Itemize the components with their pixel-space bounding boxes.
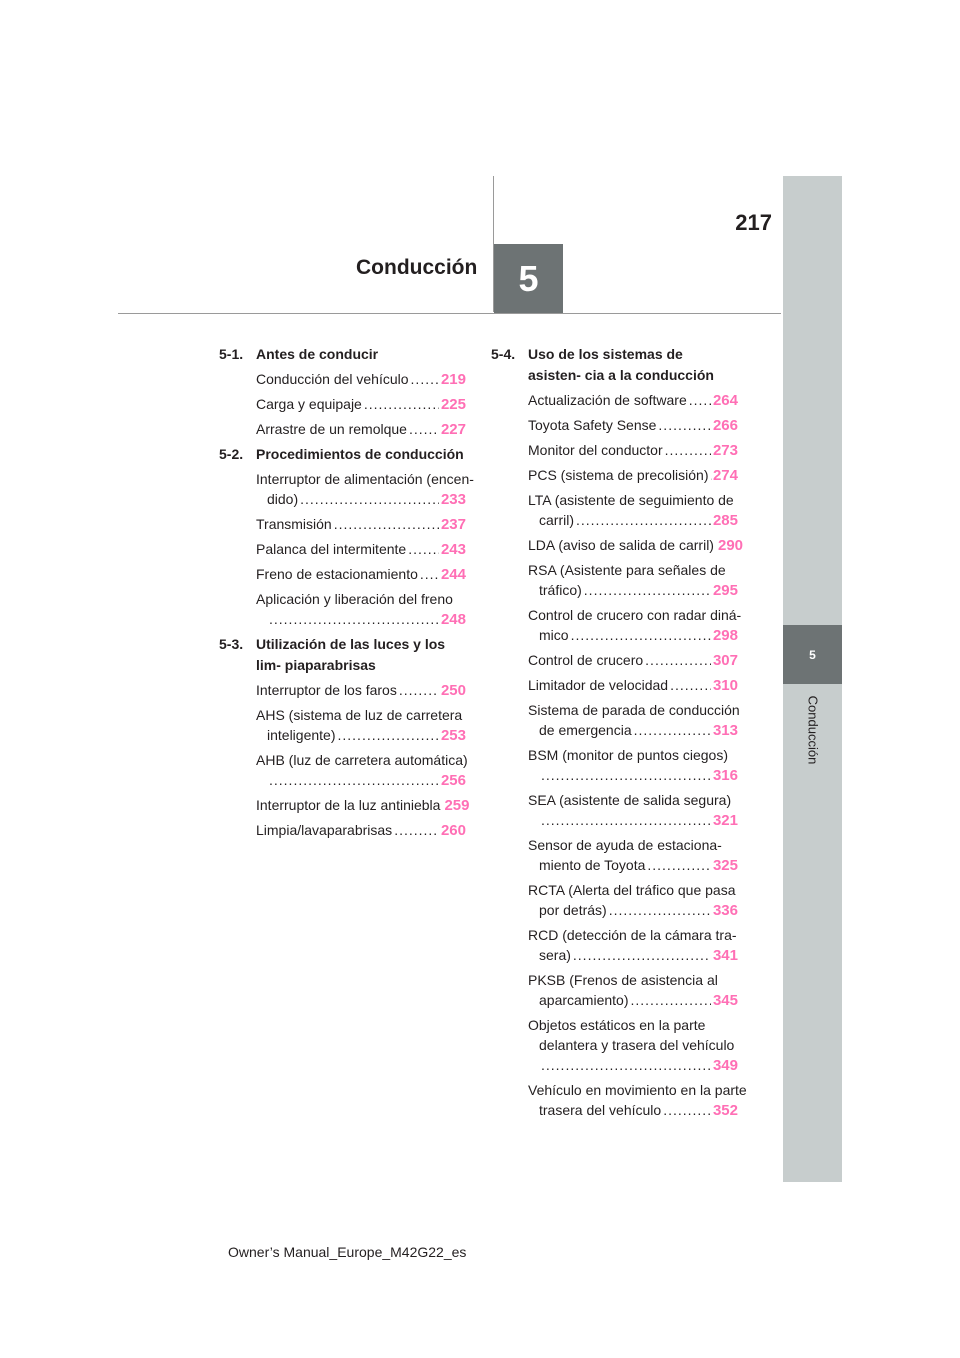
toc-leader-dots: [645, 650, 711, 670]
toc-section-heading: [219, 634, 466, 676]
toc-page-link[interactable]: 336: [712, 902, 738, 919]
toc-entry-text: Transmisión: [256, 516, 332, 532]
toc-entry-text: AHB (luz de carretera automática): [256, 752, 468, 768]
toc-entry-text: tráfico): [539, 582, 582, 598]
toc-entry-text: mico: [539, 627, 569, 643]
toc-entry[interactable]: [491, 700, 738, 741]
toc-section: [491, 344, 747, 1121]
toc-page-link[interactable]: 352: [712, 1102, 738, 1119]
chapter-number-box: 5: [494, 244, 563, 313]
toc-section-title: Procedimientos de conducción: [256, 446, 464, 462]
toc-leader-dots: [584, 580, 711, 600]
toc-page-link[interactable]: 310: [712, 677, 738, 694]
toc-entry-text: Monitor del conductor: [528, 442, 663, 458]
toc-entry-text: Limitador de velocidad: [528, 677, 669, 693]
toc-entry-text: delantera y trasera del vehículo: [539, 1037, 735, 1053]
toc-entry[interactable]: [491, 675, 738, 696]
toc-page-link[interactable]: 243: [440, 541, 466, 558]
toc-entry-text: Sistema de parada de conducción: [528, 702, 740, 718]
toc-entry-text: RCD (detección de la cámara tra-: [528, 927, 737, 943]
toc-page-link[interactable]: 225: [440, 396, 466, 413]
header-divider-horizontal: [118, 313, 781, 314]
toc-entry[interactable]: [491, 390, 738, 411]
toc-page-link[interactable]: 290: [717, 537, 744, 554]
toc-entry-text: Interruptor de los faros: [256, 682, 397, 698]
toc-section-heading: [491, 344, 738, 386]
toc-leader-dots: [665, 440, 711, 460]
toc-entry-text: Sensor de ayuda de estaciona-: [528, 837, 722, 853]
footer-text: Owner’s Manual_Europe_M42G22_es: [228, 1244, 467, 1260]
toc-page-link[interactable]: 264: [712, 392, 738, 409]
page-number: 217: [735, 210, 772, 235]
toc-entry[interactable]: [219, 564, 466, 585]
toc-entry[interactable]: [219, 589, 466, 630]
toc-entry-text: carril): [539, 512, 574, 528]
toc-section-number: 5-2.: [219, 446, 244, 462]
toc-page-link[interactable]: 313: [712, 722, 738, 739]
toc-page-link[interactable]: 250: [440, 682, 466, 699]
toc-entry[interactable]: [219, 750, 466, 791]
toc-page-link[interactable]: 274: [712, 467, 738, 484]
toc-entry-text: PCS (sistema de precolisión): [528, 467, 709, 483]
toc-leader-dots: [541, 765, 711, 785]
toc-entry[interactable]: [491, 1015, 738, 1076]
toc-entry-text: Objetos estáticos en la parte: [528, 1017, 706, 1033]
toc-page-link[interactable]: 307: [712, 652, 738, 669]
toc-leader-dots: [269, 770, 439, 790]
toc-page-link[interactable]: 219: [440, 371, 466, 388]
toc-entry[interactable]: [219, 539, 466, 560]
toc-entry-text: Vehículo en movimiento en la parte: [528, 1082, 747, 1098]
toc-entry-text: Carga y equipaje: [256, 396, 362, 412]
toc-entry[interactable]: [491, 440, 738, 461]
toc-column-right: [491, 344, 747, 1121]
toc-entry[interactable]: [491, 790, 738, 831]
toc-entry-text: AHS (sistema de luz de carretera: [256, 707, 463, 723]
toc-page-link[interactable]: 248: [440, 611, 466, 628]
toc-page-link[interactable]: 227: [440, 421, 466, 438]
toc-column-left: [219, 344, 474, 841]
side-tab-label: Conducción: [805, 695, 821, 765]
toc-page-link[interactable]: 253: [440, 727, 466, 744]
toc-section-number: 5-1.: [219, 346, 244, 362]
toc-entry-text: por detrás): [539, 902, 607, 918]
toc-entry[interactable]: [219, 469, 474, 510]
toc-entry-text: SEA (asistente de salida segura): [528, 792, 732, 808]
toc-entry-text: Conducción del vehículo: [256, 371, 409, 387]
toc-leader-dots: [634, 720, 711, 740]
toc-leader-dots: [631, 990, 711, 1010]
toc-leader-dots: [364, 394, 439, 414]
toc-leader-dots: [670, 675, 711, 695]
toc-leader-dots: [576, 510, 711, 530]
toc-entry[interactable]: [491, 970, 738, 1011]
toc-leader-dots: [663, 1100, 711, 1120]
toc-entry-text: Actualización de software: [528, 392, 687, 408]
toc-entry[interactable]: [219, 369, 466, 390]
toc-entry[interactable]: [491, 560, 738, 601]
toc-leader-dots: [420, 564, 439, 584]
toc-page-link[interactable]: 316: [712, 767, 738, 784]
toc-entry[interactable]: [491, 650, 738, 671]
toc-leader-dots: [300, 489, 439, 509]
toc-entry[interactable]: [491, 465, 738, 486]
toc-page-link[interactable]: 325: [712, 857, 738, 874]
toc-leader-dots: [409, 419, 439, 439]
toc-page-link[interactable]: 244: [440, 566, 466, 583]
toc-page-link[interactable]: 298: [712, 627, 738, 644]
toc-entry[interactable]: [219, 705, 466, 746]
toc-entry-text: inteligente): [267, 727, 336, 743]
toc-section: [219, 344, 466, 440]
toc-leader-dots: [394, 820, 439, 840]
toc-leader-dots: [338, 725, 439, 745]
toc-leader-dots: [411, 369, 439, 389]
toc-section: [219, 444, 474, 630]
toc-section-title: Antes de conducir: [256, 346, 379, 362]
toc-entry[interactable]: [491, 605, 742, 646]
toc-entry[interactable]: [219, 394, 466, 415]
toc-section-heading: [219, 344, 466, 365]
chapter-title: Conducción: [356, 256, 478, 279]
toc-entry-text: RSA (Asistente para señales de: [528, 562, 726, 578]
toc-page-link[interactable]: 285: [712, 512, 738, 529]
toc-page-link[interactable]: 349: [712, 1057, 738, 1074]
toc-section-heading: [219, 444, 466, 465]
toc-entry-text: PKSB (Frenos de asistencia al: [528, 972, 718, 988]
toc-entry-text: miento de Toyota: [539, 857, 646, 873]
toc-entry[interactable]: [491, 415, 738, 436]
toc-leader-dots: [541, 810, 711, 830]
toc-entry-text: Palanca del intermitente: [256, 541, 407, 557]
toc-leader-dots: [269, 609, 439, 629]
toc-entry-text: Control de crucero con radar diná-: [528, 607, 742, 623]
toc-entry[interactable]: [491, 490, 738, 531]
toc-section: [219, 634, 470, 841]
toc-entry-text: RCTA (Alerta del tráfico que pasa: [528, 882, 736, 898]
toc-page-link[interactable]: 321: [712, 812, 738, 829]
toc-section-title: Utilización de las luces y los lim- piaparabrisas: [256, 636, 446, 673]
toc-section-title: Uso de los sistemas de asisten- cia a la conducción: [528, 346, 714, 383]
toc-entry-text: Freno de estacionamiento: [256, 566, 418, 582]
toc-entry-text: de emergencia: [539, 722, 632, 738]
side-tab-number[interactable]: 5: [783, 625, 842, 684]
toc-entry-text: Interruptor de la luz antiniebla: [256, 797, 441, 813]
toc-page-link[interactable]: 237: [440, 516, 466, 533]
toc-leader-dots: [647, 855, 711, 875]
toc-entry[interactable]: [219, 419, 466, 440]
toc-page-link[interactable]: 256: [440, 772, 466, 789]
toc-leader-dots: [408, 539, 439, 559]
toc-leader-dots: [573, 945, 711, 965]
toc-leader-dots: [609, 900, 711, 920]
toc-leader-dots: [541, 1055, 711, 1075]
toc-leader-dots: [399, 680, 439, 700]
toc-entry-text: dido): [267, 491, 299, 507]
toc-entry-text: BSM (monitor de puntos ciegos): [528, 747, 728, 763]
toc-entry-text: Toyota Safety Sense: [528, 417, 657, 433]
toc-leader-dots: [689, 390, 711, 410]
toc-entry-text: Limpia/lavaparabrisas: [256, 822, 393, 838]
toc-page-link[interactable]: 266: [712, 417, 738, 434]
toc-page-link[interactable]: 259: [444, 797, 470, 814]
toc-entry[interactable]: [219, 514, 466, 535]
toc-page-link[interactable]: 273: [712, 442, 738, 459]
toc-page-link[interactable]: 233: [440, 491, 466, 508]
toc-entry[interactable]: [491, 880, 738, 921]
toc-entry[interactable]: [219, 680, 466, 701]
toc-entry-text: trasera del vehículo: [539, 1102, 662, 1118]
toc-entry[interactable]: [491, 1080, 747, 1121]
toc-section-number: 5-3.: [219, 636, 244, 652]
toc-leader-dots: [334, 514, 439, 534]
toc-page-link[interactable]: 260: [440, 822, 466, 839]
toc-entry[interactable]: [491, 745, 738, 786]
toc-page-link[interactable]: 295: [712, 582, 738, 599]
toc-page-link[interactable]: 345: [712, 992, 738, 1009]
toc-entry[interactable]: [219, 795, 470, 816]
toc-entry-text: sera): [539, 947, 571, 963]
toc-entry-text: Arrastre de un remolque: [256, 421, 407, 437]
toc-page-link[interactable]: 341: [712, 947, 738, 964]
toc-entry-text: LTA (asistente de seguimiento de: [528, 492, 734, 508]
toc-entry-text: Interruptor de alimentación (encen-: [256, 471, 474, 487]
toc-entry[interactable]: [491, 535, 744, 556]
toc-entry-text: LDA (aviso de salida de carril): [528, 537, 714, 553]
toc-entry-text: Control de crucero: [528, 652, 644, 668]
toc-entry[interactable]: [491, 925, 738, 966]
toc-leader-dots: [658, 415, 711, 435]
toc-entry-text: Aplicación y liberación del freno: [256, 591, 453, 607]
toc-entry[interactable]: [491, 835, 738, 876]
toc-leader-dots: [571, 625, 711, 645]
toc-entry-text: aparcamiento): [539, 992, 629, 1008]
toc-entry[interactable]: [219, 820, 466, 841]
toc-section-number: 5-4.: [491, 346, 516, 362]
